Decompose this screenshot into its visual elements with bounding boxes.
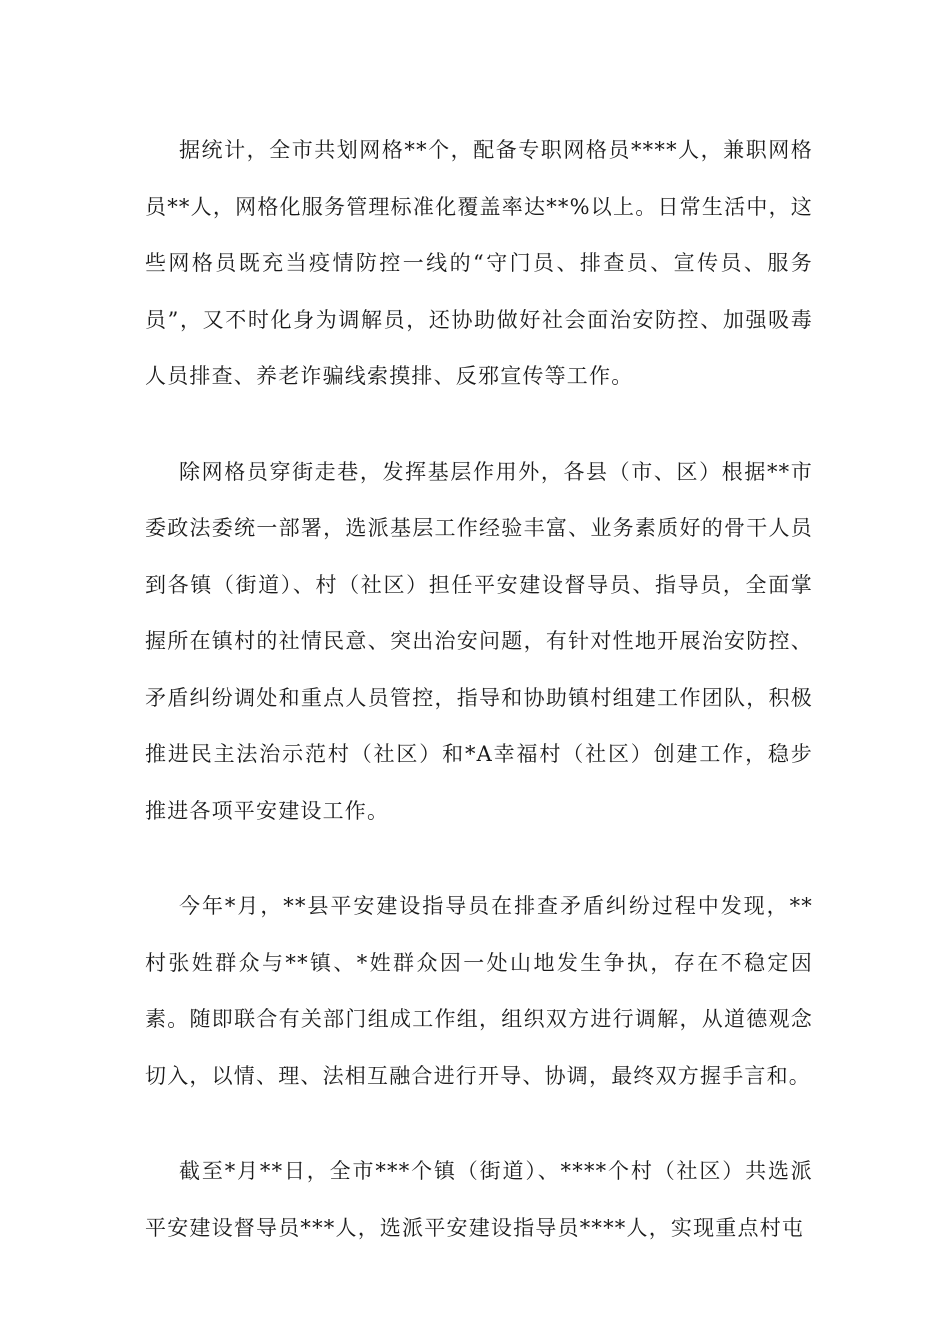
- paragraph-dispute-mediation: 今年*月，**县平安建设指导员在排查矛盾纠纷过程中发现，**村张姓群众与**镇、*姓群众因一处山地发生争执，存在不稳定因素。随即联合有关部门组成工作组，组织双方进行调解，从道德观念切入，以情、理、法相互融合进行开导、协调，最终双方握手言和。: [145, 894, 813, 1088]
- paragraph-deployment-summary: 截至*月**日，全市***个镇（街道）、****个村（社区）共选派平安建设督导员***人，选派平安建设指导员****人，实现重点村屯: [145, 1159, 813, 1240]
- document-body: [145, 122, 813, 1295]
- paragraph-grid-statistics: 据统计，全市共划网格**个，配备专职网格员****人，兼职网格员**人，网格化服务管理标准化覆盖率达**%以上。日常生活中，这些网格员既充当疫情防控一线的“守门员、排查员、宣传员、服务员”，又不时化身为调解员，还协助做好社会面治安防控、加强吸毒人员排查、养老诈骗线索摸排、反邪宣传等工作。: [145, 138, 813, 388]
- paragraph-supervisors-deployment: 除网格员穿街走巷，发挥基层作用外，各县（市、区）根据**市委政法委统一部署，选派基层工作经验丰富、业务素质好的骨干人员到各镇（街道）、村（社区）担任平安建设督导员、指导员，全面掌握所在镇村的社情民意、突出治安问题，有针对性地开展治安防控、矛盾纠纷调处和重点人员管控，指导和协助镇村组建工作团队，积极推进民主法治示范村（社区）和*A幸福村（社区）创建工作，稳步推进各项平安建设工作。: [145, 459, 813, 823]
